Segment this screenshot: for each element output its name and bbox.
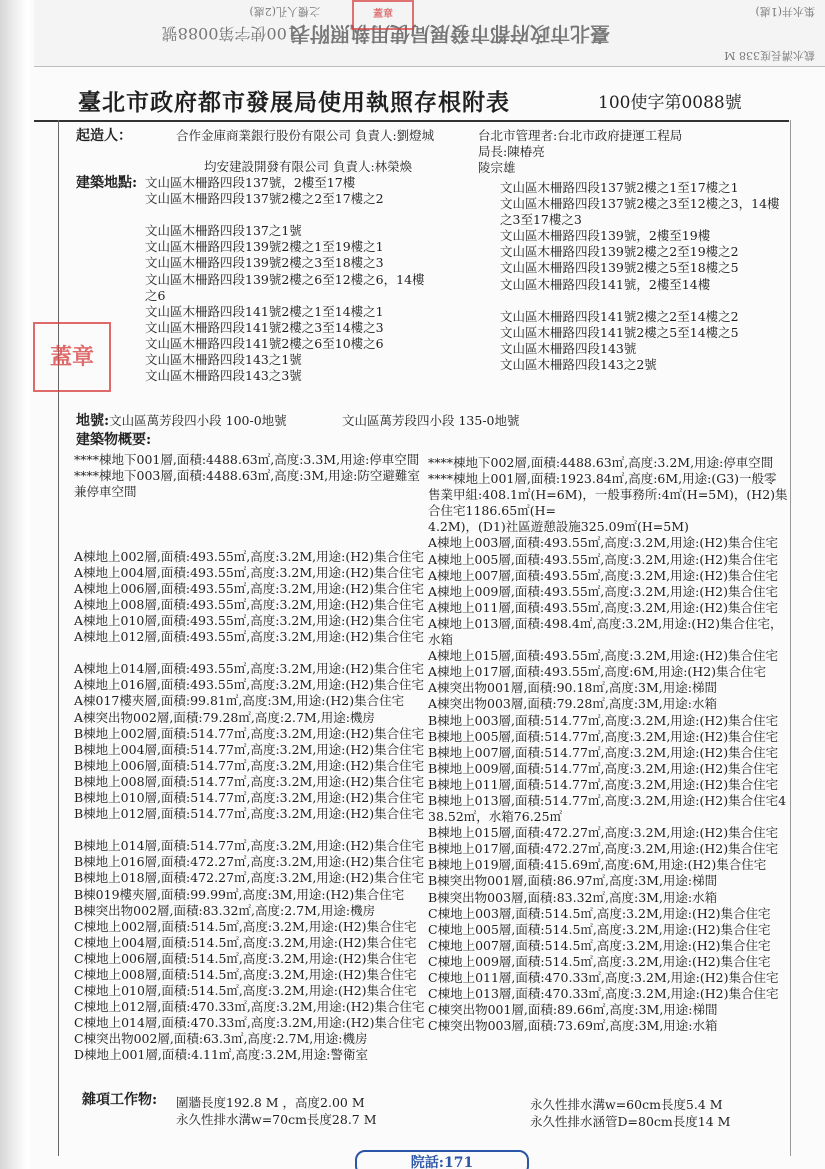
building-right-line: A棟地上013層,面積:498.4㎡,高度:3.2M,用途:(H2)集合住宅， xyxy=(428,615,783,631)
building-left-line: B棟地上004層,面積:514.77㎡,高度:3.2M,用途:(H2)集合住宅 xyxy=(74,741,425,757)
building-right-line: ****棟地上001層,面積:1923.84㎡,高度:6M,用途:(G3)一般零 xyxy=(428,471,777,487)
building-right-line: 4.2M)，(D1)社區遊憩設施325.09㎡(H=5M) xyxy=(428,519,689,535)
bleed-small-text: 集水井(1處) xyxy=(755,5,815,18)
applicant-line-1: 合作金庫商業銀行股份有限公司 負責人:劉燈城 xyxy=(176,128,435,143)
site-right-line: 文山區木柵路四段139號2樓之2至19樓之2 xyxy=(500,244,739,260)
building-right-line: A棟突出物001層,面積:90.18㎡,高度:3M,用途:梯間 xyxy=(428,680,717,696)
building-label: 建築物概要: xyxy=(76,432,152,448)
misc-left-2: 永久性排水溝w=70cm長度28.7 M xyxy=(176,1112,377,1127)
site-list-left xyxy=(145,175,425,384)
site-left-line xyxy=(145,207,425,223)
building-left-line: A棟地上004層,面積:493.55㎡,高度:3.2M,用途:(H2)集合住宅 xyxy=(74,564,424,580)
site-left-line: 文山區木柵路四段143之3號 xyxy=(145,368,302,384)
site-right-line: 文山區木柵路四段141號2樓之5至14樓之5 xyxy=(500,324,739,340)
site-right-line: 文山區木柵路四段139號2樓之5至18樓之5 xyxy=(500,260,739,276)
building-right-line: A棟地上009層,面積:493.55㎡,高度:3.2M,用途:(H2)集合住宅 xyxy=(428,583,778,599)
bleed-doc-no: 100使字第0088號 xyxy=(161,24,297,43)
building-left-line xyxy=(74,645,425,661)
building-right-line: 售業甲組:408.1㎡(H=6M)，一般事務所:4㎡(H=5M)，(H2)集 xyxy=(428,487,788,503)
manager-line-2: 局長:陳椿亮 xyxy=(478,144,545,159)
bleed-through-strip xyxy=(34,0,825,67)
building-left-line: A棟突出物002層,面積:79.28㎡,高度:2.7M,用途:機房 xyxy=(74,709,375,725)
site-right-line: 文山區木柵路四段137號2樓之1至17樓之1 xyxy=(500,180,739,195)
misc-right-1: 永久性排水溝w=60cm長度5.4 M xyxy=(530,1097,723,1112)
site-right-line: 文山區木柵路四段141號2樓之2至14樓之2 xyxy=(500,308,739,324)
building-left-line: C棟地上010層,面積:514.5㎡,高度:3.2M,用途:(H2)集合住宅 xyxy=(74,983,417,999)
building-right-line: C棟地上007層,面積:514.5㎡,高度:3.2M,用途:(H2)集合住宅 xyxy=(428,937,771,953)
building-right-line: B棟地上007層,面積:514.77㎡,高度:3.2M,用途:(H2)集合住宅 xyxy=(428,744,779,760)
building-left-line: A棟地上012層,面積:493.55㎡,高度:3.2M,用途:(H2)集合住宅 xyxy=(74,629,424,645)
building-right-line: B棟突出物001層,面積:86.97㎡,高度:3M,用途:梯間 xyxy=(428,873,718,889)
building-left-line xyxy=(74,822,425,838)
building-left-line: C棟突出物002層,面積:63.3㎡,高度:2.7M,用途:機房 xyxy=(74,1031,368,1047)
site-right-line xyxy=(500,293,780,309)
building-left-line xyxy=(74,516,425,532)
site-label: 建築地點: xyxy=(76,175,138,191)
site-right-line: 文山區木柵路四段143號 xyxy=(500,340,637,356)
building-right-line: C棟地上011層,面積:470.33㎡,高度:3.2M,用途:(H2)集合住宅 xyxy=(428,970,779,985)
building-left-line: B棟地上014層,面積:514.77㎡,高度:3.2M,用途:(H2)集合住宅 xyxy=(74,838,425,854)
building-right-line: 合住宅1186.65㎡(H= xyxy=(428,503,556,519)
lot-row xyxy=(76,413,287,429)
building-left-line: B棟019樓夾層,面積:99.99㎡,高度:3M,用途:(H2)集合住宅 xyxy=(74,886,405,902)
building-left-line: A棟地上008層,面積:493.55㎡,高度:3.2M,用途:(H2)集合住宅 xyxy=(74,596,424,612)
building-right-line: B棟地上003層,面積:514.77㎡,高度:3.2M,用途:(H2)集合住宅 xyxy=(428,712,779,728)
building-list-right xyxy=(428,455,788,1034)
title-row xyxy=(34,70,789,122)
applicant-line-2: 均安建設開發有限公司 負責人:林榮煥 xyxy=(204,159,413,174)
site-left-line: 文山區木柵路四段139號2樓之1至19樓之1 xyxy=(145,239,384,255)
site-left-line: 文山區木柵路四段139號2樓之6至12樓之6，14樓 xyxy=(145,271,425,287)
building-right-line: B棟地上015層,面積:472.27㎡,高度:3.2M,用途:(H2)集合住宅 xyxy=(428,825,779,841)
building-left-line: B棟地上016層,面積:472.27㎡,高度:3.2M,用途:(H2)集合住宅 xyxy=(74,854,425,870)
manager-line-3: 陵宗雄 xyxy=(478,160,516,175)
building-right-line: B棟地上011層,面積:514.77㎡,高度:3.2M,用途:(H2)集合住宅 xyxy=(428,776,779,792)
building-left-line: C棟地上004層,面積:514.5㎡,高度:3.2M,用途:(H2)集合住宅 xyxy=(74,934,417,950)
building-left-line: B棟地上018層,面積:472.27㎡,高度:3.2M,用途:(H2)集合住宅 xyxy=(74,870,425,886)
building-right-line: A棟地上005層,面積:493.55㎡,高度:3.2M,用途:(H2)集合住宅 xyxy=(428,551,778,567)
bleed-title: 臺北市政府都市發展局使用執照附表 xyxy=(290,22,610,46)
site-right-line: 文山區木柵路四段143之2號 xyxy=(500,357,657,373)
site-left-line: 文山區木柵路四段141號2樓之6至10樓之6 xyxy=(145,335,384,351)
building-left-line: B棟地上012層,面積:514.77㎡,高度:3.2M,用途:(H2)集合住宅 xyxy=(74,806,425,822)
building-right-line: C棟突出物001層,面積:89.66㎡,高度:3M,用途:梯間 xyxy=(428,1002,718,1018)
site-left-line: 文山區木柵路四段137號，2樓至17樓 xyxy=(145,175,356,190)
building-right-line: C棟突出物003層,面積:73.69㎡,高度:3M,用途:水箱 xyxy=(428,1018,718,1034)
building-right-line: A棟突出物003層,面積:79.28㎡,高度:3M,用途:水箱 xyxy=(428,696,717,712)
building-left-line: C棟地上014層,面積:470.33㎡,高度:3.2M,用途:(H2)集合住宅 xyxy=(74,1015,425,1031)
building-left-line: B棟地上010層,面積:514.77㎡,高度:3.2M,用途:(H2)集合住宅 xyxy=(74,789,425,805)
bleed-small-text-3: 之樓人孔(2處) xyxy=(249,5,320,18)
building-right-line: A棟地上011層,面積:493.55㎡,高度:3.2M,用途:(H2)集合住宅 xyxy=(428,599,778,615)
site-left-line: 文山區木柵路四段139號2樓之3至18樓之3 xyxy=(145,255,384,271)
site-left-line: 之6 xyxy=(145,287,166,303)
building-right-line: C棟地上003層,面積:514.5㎡,高度:3.2M,用途:(H2)集合住宅 xyxy=(428,905,771,921)
lot-label: 地號: xyxy=(76,413,110,429)
building-right-line: C棟地上005層,面積:514.5㎡,高度:3.2M,用途:(H2)集合住宅 xyxy=(428,921,771,937)
building-right-line: C棟地上013層,面積:470.33㎡,高度:3.2M,用途:(H2)集合住宅 xyxy=(428,986,779,1002)
building-left-line xyxy=(74,500,425,516)
site-list-right xyxy=(500,180,780,373)
building-right-line: A棟地上003層,面積:493.55㎡,高度:3.2M,用途:(H2)集合住宅 xyxy=(428,535,778,551)
building-left-line: A棟地上010層,面積:493.55㎡,高度:3.2M,用途:(H2)集合住宅 xyxy=(74,612,424,628)
building-left-line: C棟地上012層,面積:470.33㎡,高度:3.2M,用途:(H2)集合住宅 xyxy=(74,999,425,1015)
building-right-line: B棟地上005層,面積:514.77㎡,高度:3.2M,用途:(H2)集合住宅 xyxy=(428,728,779,744)
site-right-line: 文山區木柵路四段141號，2樓至14樓 xyxy=(500,276,711,292)
building-right-line: B棟地上013層,面積:514.77㎡,高度:3.2M,用途:(H2)集合住宅4 xyxy=(428,792,787,808)
building-left-line: C棟地上008層,面積:514.5㎡,高度:3.2M,用途:(H2)集合住宅 xyxy=(74,967,417,982)
site-right-line: 文山區木柵路四段137號2樓之3至12樓之3，14樓 xyxy=(500,196,780,212)
site-left-line: 文山區木柵路四段141號2樓之3至14樓之3 xyxy=(145,319,384,335)
building-right-line: 38.52㎡，水箱76.25㎡ xyxy=(428,809,563,825)
misc-left-1: 圍牆長度192.8 M ，高度2.00 M xyxy=(176,1095,365,1110)
scan-edge xyxy=(0,0,26,1169)
document-number: 100使字第0088號 xyxy=(598,93,742,113)
site-right-line: 之3至17樓之3 xyxy=(500,212,582,228)
building-left-line: A棟地上002層,面積:493.55㎡,高度:3.2M,用途:(H2)集合住宅 xyxy=(74,548,424,564)
applicant-label: 起造人： xyxy=(76,128,132,144)
building-right-line: A棟地上007層,面積:493.55㎡,高度:3.2M,用途:(H2)集合住宅 xyxy=(428,567,778,583)
building-left-line: B棟地上006層,面積:514.77㎡,高度:3.2M,用途:(H2)集合住宅 xyxy=(74,757,425,773)
site-left-line: 文山區木柵路四段137號2樓之2至17樓之2 xyxy=(145,191,384,207)
building-left-line: A棟017樓夾層,面積:99.81㎡,高度:3M,用途:(H2)集合住宅 xyxy=(74,693,405,709)
building-right-line: ****棟地下002層,面積:4488.63㎡,高度:3.2M,用途:停車空間 xyxy=(428,455,774,470)
building-left-line: C棟地上002層,面積:514.5㎡,高度:3.2M,用途:(H2)集合住宅 xyxy=(74,918,417,934)
building-left-line: 兼停車空間 xyxy=(74,484,137,500)
site-left-line: 文山區木柵路四段143之1號 xyxy=(145,352,302,368)
building-left-line xyxy=(74,532,425,548)
misc-label: 雜項工作物: xyxy=(82,1092,158,1108)
building-left-line: B棟地上008層,面積:514.77㎡,高度:3.2M,用途:(H2)集合住宅 xyxy=(74,773,425,789)
building-left-line: ****棟地下001層,面積:4488.63㎡,高度:3.3M,用途:停車空間 xyxy=(74,452,420,467)
lot-value-2: 文山區萬芳段四小段 135-0地號 xyxy=(342,413,520,428)
building-right-line: B棟地上009層,面積:514.77㎡,高度:3.2M,用途:(H2)集合住宅 xyxy=(428,760,779,776)
building-left-line: A棟地上014層,面積:493.55㎡,高度:3.2M,用途:(H2)集合住宅 xyxy=(74,661,424,677)
page-title: 臺北市政府都市發展局使用執照存根附表 xyxy=(78,89,510,116)
building-right-line: A棟地上017層,面積:493.55㎡,高度:6M,用途:(H2)集合住宅 xyxy=(428,664,767,680)
building-left-line: A棟地上006層,面積:493.55㎡,高度:3.2M,用途:(H2)集合住宅 xyxy=(74,580,424,596)
building-left-line: ****棟地下003層,面積:4488.63㎡,高度:3M,用途:防空避難室 xyxy=(74,468,420,484)
building-right-line: B棟突出物003層,面積:83.32㎡,高度:3M,用途:水箱 xyxy=(428,889,718,905)
site-right-line: 文山區木柵路四段139號，2樓至19樓 xyxy=(500,228,711,244)
building-right-line: 水箱 xyxy=(428,632,454,648)
bleed-small-text-2: 截水溝長度338 M xyxy=(724,49,815,62)
misc-right-2: 永久性排水涵管D=80cm長度14 M xyxy=(530,1114,731,1129)
manager-line-1: 台北市管理者:台北市政府捷運工程局 xyxy=(478,128,683,143)
building-left-line: A棟地上016層,面積:493.55㎡,高度:3.2M,用途:(H2)集合住宅 xyxy=(74,677,424,693)
building-right-line: A棟地上015層,面積:493.55㎡,高度:3.2M,用途:(H2)集合住宅 xyxy=(428,648,778,664)
building-right-line: B棟地上017層,面積:472.27㎡,高度:3.2M,用途:(H2)集合住宅 xyxy=(428,841,779,857)
red-seal-top: 蓋章 xyxy=(352,0,414,30)
building-right-line: C棟地上009層,面積:514.5㎡,高度:3.2M,用途:(H2)集合住宅 xyxy=(428,953,771,969)
building-left-line: D棟地上001層,面積:4.11㎡,高度:3.2M,用途:警衛室 xyxy=(74,1047,368,1063)
site-left-line: 文山區木柵路四段137之1號 xyxy=(145,223,302,239)
building-list-left xyxy=(74,452,425,1064)
building-left-line: B棟突出物002層,面積:83.32㎡,高度:2.7M,用途:機房 xyxy=(74,902,376,918)
building-left-line: C棟地上006層,面積:514.5㎡,高度:3.2M,用途:(H2)集合住宅 xyxy=(74,950,417,966)
site-left-line: 文山區木柵路四段141號2樓之1至14樓之1 xyxy=(145,303,384,319)
building-left-line: B棟地上002層,面積:514.77㎡,高度:3.2M,用途:(H2)集合住宅 xyxy=(74,725,425,741)
building-right-line: B棟地上019層,面積:415.69㎡,高度:6M,用途:(H2)集合住宅 xyxy=(428,857,767,873)
bottom-stamp: 院話:171 xyxy=(355,1150,529,1169)
red-seal-margin: 蓋章 xyxy=(33,322,111,392)
lot-value-1: 文山區萬芳段四小段 100-0地號 xyxy=(109,413,287,428)
